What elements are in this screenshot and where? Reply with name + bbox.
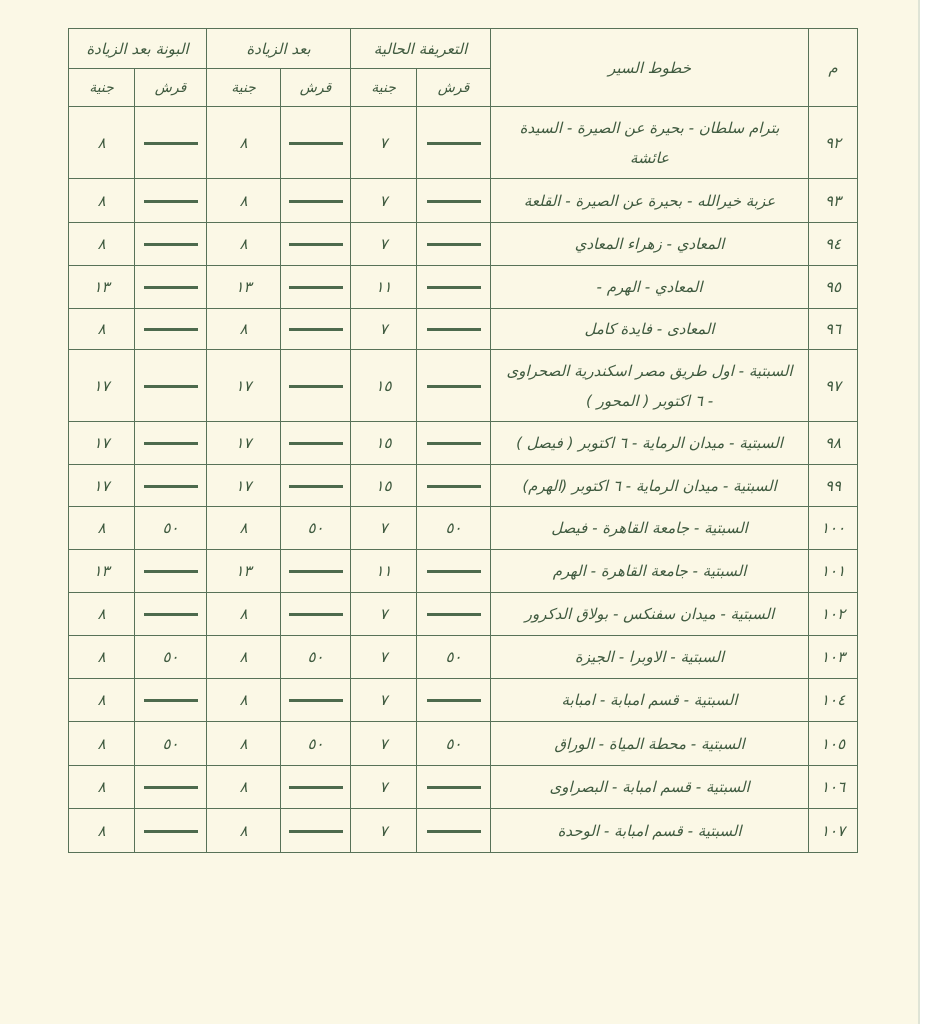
current-piaster: ٥٠ — [417, 722, 491, 766]
table-row — [69, 507, 858, 550]
table-row — [69, 766, 858, 809]
header-after-increase: بعد الزيادة — [207, 29, 351, 69]
increase-piaster: ٥٠ — [281, 636, 351, 679]
header-increase-pound: جنية — [207, 69, 281, 107]
increase-piaster: ٥٠ — [281, 722, 351, 766]
route-name: السبتية - جامعة القاهرة - الهرم — [491, 550, 809, 593]
empty-dash — [144, 286, 198, 289]
empty-dash — [144, 570, 198, 573]
header-index: م — [809, 29, 858, 107]
increase-piaster — [281, 593, 351, 636]
route-name: السبتية - اول طريق مصر اسكندرية الصحراوى - ٦ اكتوبر ( المحور ) — [491, 350, 809, 422]
increase-pound: ١٧ — [207, 422, 281, 465]
increase-piaster — [281, 550, 351, 593]
table-row — [69, 266, 858, 309]
current-pound: ١١ — [351, 550, 417, 593]
empty-dash — [144, 442, 198, 445]
route-name: عزبة خيرالله - بحيرة عن الصيرة - القلعة — [491, 179, 809, 223]
header-routes: خطوط السير — [491, 29, 809, 107]
empty-dash — [144, 385, 198, 388]
current-pound: ١٥ — [351, 465, 417, 507]
empty-dash — [427, 200, 481, 203]
route-name: السبتية - قسم امبابة - الوحدة — [491, 809, 809, 853]
increase-piaster — [281, 679, 351, 722]
coupon-pound: ٨ — [69, 593, 135, 636]
current-pound: ٧ — [351, 722, 417, 766]
coupon-pound: ١٣ — [69, 550, 135, 593]
row-index: ١٠٢ — [809, 593, 858, 636]
row-index: ٩٩ — [809, 465, 858, 507]
current-pound: ٧ — [351, 179, 417, 223]
header-current-pound: جنية — [351, 69, 417, 107]
increase-pound: ٨ — [207, 107, 281, 179]
increase-piaster — [281, 266, 351, 309]
increase-pound: ٨ — [207, 679, 281, 722]
table-row — [69, 422, 858, 465]
header-coupon-pound: جنية — [69, 69, 135, 107]
route-name: السبتية - ميدان الرماية - ٦ اكتوبر (الهرم) — [491, 465, 809, 507]
current-pound: ٧ — [351, 636, 417, 679]
empty-dash — [289, 385, 343, 388]
current-piaster — [417, 266, 491, 309]
coupon-pound: ٨ — [69, 179, 135, 223]
increase-pound: ٨ — [207, 179, 281, 223]
empty-dash — [427, 385, 481, 388]
coupon-piaster — [135, 766, 207, 809]
increase-pound: ٨ — [207, 223, 281, 266]
increase-piaster — [281, 179, 351, 223]
increase-piaster — [281, 309, 351, 350]
coupon-piaster — [135, 179, 207, 223]
empty-dash — [289, 830, 343, 833]
header-current-piaster: قرش — [417, 69, 491, 107]
coupon-pound: ١٧ — [69, 422, 135, 465]
current-pound: ١٥ — [351, 350, 417, 422]
coupon-piaster — [135, 266, 207, 309]
empty-dash — [427, 485, 481, 488]
coupon-pound: ١٣ — [69, 266, 135, 309]
current-pound: ٧ — [351, 223, 417, 266]
current-pound: ٧ — [351, 766, 417, 809]
empty-dash — [427, 328, 481, 331]
table-row — [69, 722, 858, 766]
header-row-top — [69, 29, 858, 69]
empty-dash — [289, 699, 343, 702]
coupon-piaster — [135, 107, 207, 179]
fare-table — [68, 28, 858, 853]
coupon-pound: ٨ — [69, 809, 135, 853]
empty-dash — [289, 243, 343, 246]
route-name: المعادي - زهراء المعادي — [491, 223, 809, 266]
coupon-piaster: ٥٠ — [135, 722, 207, 766]
empty-dash — [427, 786, 481, 789]
increase-piaster — [281, 107, 351, 179]
increase-pound: ١٧ — [207, 465, 281, 507]
current-piaster — [417, 809, 491, 853]
coupon-piaster — [135, 550, 207, 593]
row-index: ١٠٠ — [809, 507, 858, 550]
empty-dash — [427, 243, 481, 246]
empty-dash — [289, 328, 343, 331]
current-pound: ٧ — [351, 107, 417, 179]
coupon-piaster — [135, 309, 207, 350]
empty-dash — [427, 442, 481, 445]
empty-dash — [289, 570, 343, 573]
empty-dash — [144, 200, 198, 203]
current-piaster — [417, 465, 491, 507]
table-row — [69, 593, 858, 636]
empty-dash — [144, 243, 198, 246]
coupon-piaster — [135, 679, 207, 722]
coupon-piaster — [135, 809, 207, 853]
coupon-pound: ١٧ — [69, 350, 135, 422]
coupon-pound: ٨ — [69, 722, 135, 766]
current-pound: ١٥ — [351, 422, 417, 465]
empty-dash — [144, 142, 198, 145]
increase-piaster: ٥٠ — [281, 507, 351, 550]
increase-pound: ٨ — [207, 809, 281, 853]
row-index: ١٠١ — [809, 550, 858, 593]
current-piaster — [417, 223, 491, 266]
route-name: السبتية - ميدان الرماية - ٦ اكتوبر ( فيصل ) — [491, 422, 809, 465]
row-index: ١٠٥ — [809, 722, 858, 766]
increase-pound: ٨ — [207, 636, 281, 679]
coupon-piaster — [135, 593, 207, 636]
row-index: ٩٥ — [809, 266, 858, 309]
coupon-pound: ٨ — [69, 766, 135, 809]
increase-piaster — [281, 809, 351, 853]
row-index: ١٠٤ — [809, 679, 858, 722]
table-row — [69, 350, 858, 422]
empty-dash — [289, 613, 343, 616]
coupon-pound: ١٧ — [69, 465, 135, 507]
row-index: ٩٣ — [809, 179, 858, 223]
empty-dash — [289, 142, 343, 145]
table-row — [69, 679, 858, 722]
current-pound: ٧ — [351, 679, 417, 722]
table-row — [69, 809, 858, 853]
current-piaster: ٥٠ — [417, 636, 491, 679]
coupon-piaster — [135, 422, 207, 465]
empty-dash — [427, 699, 481, 702]
increase-pound: ١٣ — [207, 550, 281, 593]
current-piaster: ٥٠ — [417, 507, 491, 550]
increase-pound: ٨ — [207, 507, 281, 550]
increase-piaster — [281, 766, 351, 809]
current-piaster — [417, 422, 491, 465]
empty-dash — [427, 613, 481, 616]
empty-dash — [144, 328, 198, 331]
coupon-piaster — [135, 465, 207, 507]
coupon-pound: ٨ — [69, 309, 135, 350]
empty-dash — [289, 286, 343, 289]
current-piaster — [417, 766, 491, 809]
route-name: السبتية - قسم امبابة - امبابة — [491, 679, 809, 722]
empty-dash — [427, 142, 481, 145]
current-piaster — [417, 309, 491, 350]
current-piaster — [417, 593, 491, 636]
header-current-tariff: التعريفة الحالية — [351, 29, 491, 69]
route-name: بترام سلطان - بحيرة عن الصيرة - السيدة عائشة — [491, 107, 809, 179]
table-row — [69, 636, 858, 679]
increase-piaster — [281, 223, 351, 266]
current-pound: ٧ — [351, 309, 417, 350]
table-row — [69, 309, 858, 350]
row-index: ١٠٧ — [809, 809, 858, 853]
empty-dash — [289, 442, 343, 445]
coupon-piaster: ٥٠ — [135, 507, 207, 550]
row-index: ٩٤ — [809, 223, 858, 266]
route-name: السبتية - محطة المياة - الوراق — [491, 722, 809, 766]
coupon-pound: ٨ — [69, 107, 135, 179]
empty-dash — [144, 613, 198, 616]
coupon-piaster — [135, 223, 207, 266]
coupon-pound: ٨ — [69, 223, 135, 266]
increase-pound: ٨ — [207, 593, 281, 636]
current-pound: ٧ — [351, 507, 417, 550]
row-index: ٩٢ — [809, 107, 858, 179]
route-name: السبتية - الاوبرا - الجيزة — [491, 636, 809, 679]
increase-piaster — [281, 422, 351, 465]
route-name: السبتية - جامعة القاهرة - فيصل — [491, 507, 809, 550]
coupon-pound: ٨ — [69, 507, 135, 550]
increase-piaster — [281, 465, 351, 507]
empty-dash — [427, 570, 481, 573]
empty-dash — [144, 699, 198, 702]
route-name: السبتية - ميدان سفنكس - بولاق الدكرور — [491, 593, 809, 636]
increase-pound: ٨ — [207, 766, 281, 809]
empty-dash — [144, 485, 198, 488]
table-row — [69, 465, 858, 507]
row-index: ١٠٦ — [809, 766, 858, 809]
current-piaster — [417, 679, 491, 722]
increase-piaster — [281, 350, 351, 422]
current-piaster — [417, 179, 491, 223]
current-piaster — [417, 107, 491, 179]
header-coupon-after-increase: البونة بعد الزيادة — [69, 29, 207, 69]
header-coupon-piaster: قرش — [135, 69, 207, 107]
row-index: ٩٧ — [809, 350, 858, 422]
table-row — [69, 179, 858, 223]
empty-dash — [427, 830, 481, 833]
table-row — [69, 107, 858, 179]
row-index: ٩٨ — [809, 422, 858, 465]
empty-dash — [289, 786, 343, 789]
route-name: المعادي - الهرم - — [491, 266, 809, 309]
current-piaster — [417, 550, 491, 593]
empty-dash — [289, 485, 343, 488]
current-pound: ٧ — [351, 809, 417, 853]
coupon-pound: ٨ — [69, 636, 135, 679]
empty-dash — [144, 830, 198, 833]
row-index: ١٠٣ — [809, 636, 858, 679]
empty-dash — [427, 286, 481, 289]
table-row — [69, 550, 858, 593]
increase-pound: ١٣ — [207, 266, 281, 309]
coupon-piaster: ٥٠ — [135, 636, 207, 679]
increase-pound: ١٧ — [207, 350, 281, 422]
table-body — [69, 107, 858, 853]
table-row — [69, 223, 858, 266]
current-pound: ٧ — [351, 593, 417, 636]
increase-pound: ٨ — [207, 309, 281, 350]
empty-dash — [289, 200, 343, 203]
current-piaster — [417, 350, 491, 422]
route-name: المعادى - فايدة كامل — [491, 309, 809, 350]
empty-dash — [144, 786, 198, 789]
coupon-pound: ٨ — [69, 679, 135, 722]
current-pound: ١١ — [351, 266, 417, 309]
row-index: ٩٦ — [809, 309, 858, 350]
header-increase-piaster: قرش — [281, 69, 351, 107]
coupon-piaster — [135, 350, 207, 422]
increase-pound: ٨ — [207, 722, 281, 766]
route-name: السبتية - قسم امبابة - البصراوى — [491, 766, 809, 809]
